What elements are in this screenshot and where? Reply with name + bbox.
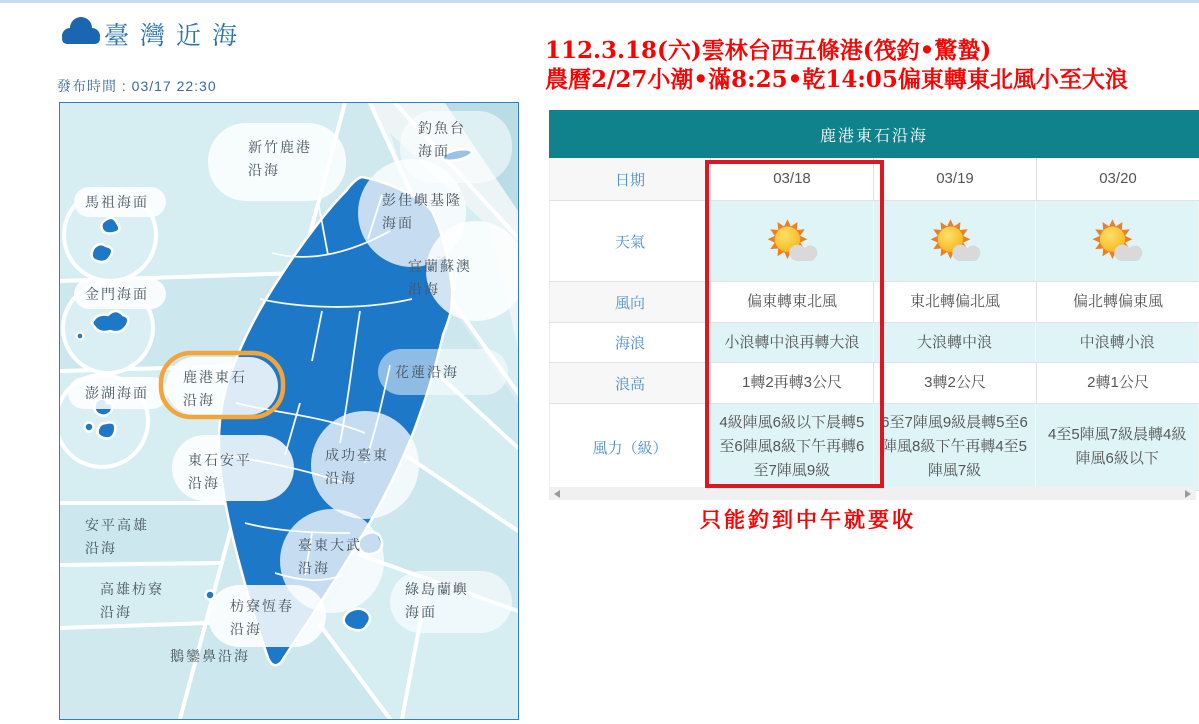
map-label-chenggong-taitung[interactable]: 成功臺東 沿海 [325,447,389,486]
sea-wave-cell: 大浪轉中浪 [874,323,1037,362]
sunny-cloud-icon [763,217,821,265]
annotation-line1: 112.3.18(六)雲林台西五條港(筏釣•驚蟄) [545,37,992,64]
sea-wave-cell: 中浪轉小浪 [1036,323,1199,362]
weather-cell [711,201,874,281]
taiwan-marine-map[interactable] [59,102,519,720]
horizontal-scrollbar[interactable] [549,487,1196,500]
map-label-hualien[interactable]: 花蓮沿海 [395,364,459,380]
sea-wave-cell: 小浪轉中浪再轉大浪 [711,323,874,362]
annotation-line2: 農曆2/27小潮•滿8:25•乾14:05偏東轉東北風小至大浪 [545,66,1128,93]
wind-direction-cell: 偏北轉偏東風 [1037,282,1199,322]
sunny-cloud-icon [1088,217,1146,265]
map-label-matsu[interactable]: 馬祖海面 [85,194,149,210]
row-label: 風力（級） [549,404,711,490]
publish-time: 發布時間 : 03/17 22:30 [57,78,217,94]
top-divider [0,0,1199,3]
map-label-kinmen[interactable]: 金門海面 [85,286,149,302]
map-label-yilan-suao[interactable]: 宜蘭蘇澳 沿海 [408,258,472,297]
cloud-icon [56,13,102,54]
map-label-hsinchu-lukang[interactable]: 新竹鹿港 沿海 [248,139,312,178]
row-label: 天氣 [549,201,711,281]
map-label-pengjiayu-keelung[interactable]: 彭佳嶼基隆 海面 [382,192,462,231]
wind-direction-cell: 東北轉偏北風 [874,282,1037,322]
page-title: 臺灣近海 [104,22,249,50]
table-row-sea-wave [549,323,1199,363]
map-label-fangliao-hengchun[interactable]: 枋寮恆春 沿海 [230,598,294,637]
weather-cell [874,201,1037,281]
map-label-lukang-dongshi[interactable]: 鹿港東石 沿海 [183,369,247,408]
weather-cell [1036,201,1199,281]
scroll-right-icon[interactable] [1185,490,1191,498]
table-row-wind-direction [549,282,1199,323]
wind-force-cell: 6至7陣風9級晨轉5至6陣風8級下午再轉4至5陣風7級 [874,404,1037,490]
wave-height-cell: 1轉2再轉3公尺 [711,363,874,403]
annotation-note: 只能釣到中午就要收 [700,507,916,532]
date-cell: 03/18 [711,158,874,200]
row-label: 浪高 [549,363,711,403]
date-cell: 03/20 [1037,158,1199,200]
map-label-eluanbi[interactable]: 鵝鑾鼻沿海 [170,648,250,664]
table-title: 鹿港東石沿海 [549,110,1199,158]
table-row-wind-force [549,404,1199,491]
forecast-table [549,110,1199,491]
map-label-taitung-dawu[interactable]: 臺東大武 沿海 [298,537,362,576]
row-label: 日期 [549,158,711,200]
scroll-left-icon[interactable] [554,490,560,498]
map-label-dongshi-anping[interactable]: 東石安平 沿海 [188,452,252,491]
annotation-title [545,36,1199,94]
row-label: 海浪 [549,323,711,362]
table-row-date [549,158,1199,201]
map-label-diaoyutai[interactable]: 釣魚台 海面 [418,120,466,159]
date-cell: 03/19 [874,158,1037,200]
map-label-anping-kaohsiung[interactable]: 安平高雄 沿海 [85,517,149,556]
wind-force-cell: 4至5陣風7級晨轉4級陣風6級以下 [1036,404,1199,490]
map-label-greenisland-orchid[interactable]: 綠島蘭嶼 海面 [405,581,469,620]
table-row-weather [549,201,1199,282]
row-label: 風向 [549,282,711,322]
wave-height-cell: 2轉1公尺 [1037,363,1199,403]
sunny-cloud-icon [926,217,984,265]
wind-direction-cell: 偏東轉東北風 [711,282,874,322]
wave-height-cell: 3轉2公尺 [874,363,1037,403]
map-label-kaohsiung-fangliao[interactable]: 高雄枋寮 沿海 [100,581,164,620]
table-row-wave-height [549,363,1199,404]
map-label-penghu[interactable]: 澎湖海面 [85,385,149,401]
wind-force-cell: 4級陣風6級以下晨轉5至6陣風8級下午再轉6至7陣風9級 [711,404,874,490]
